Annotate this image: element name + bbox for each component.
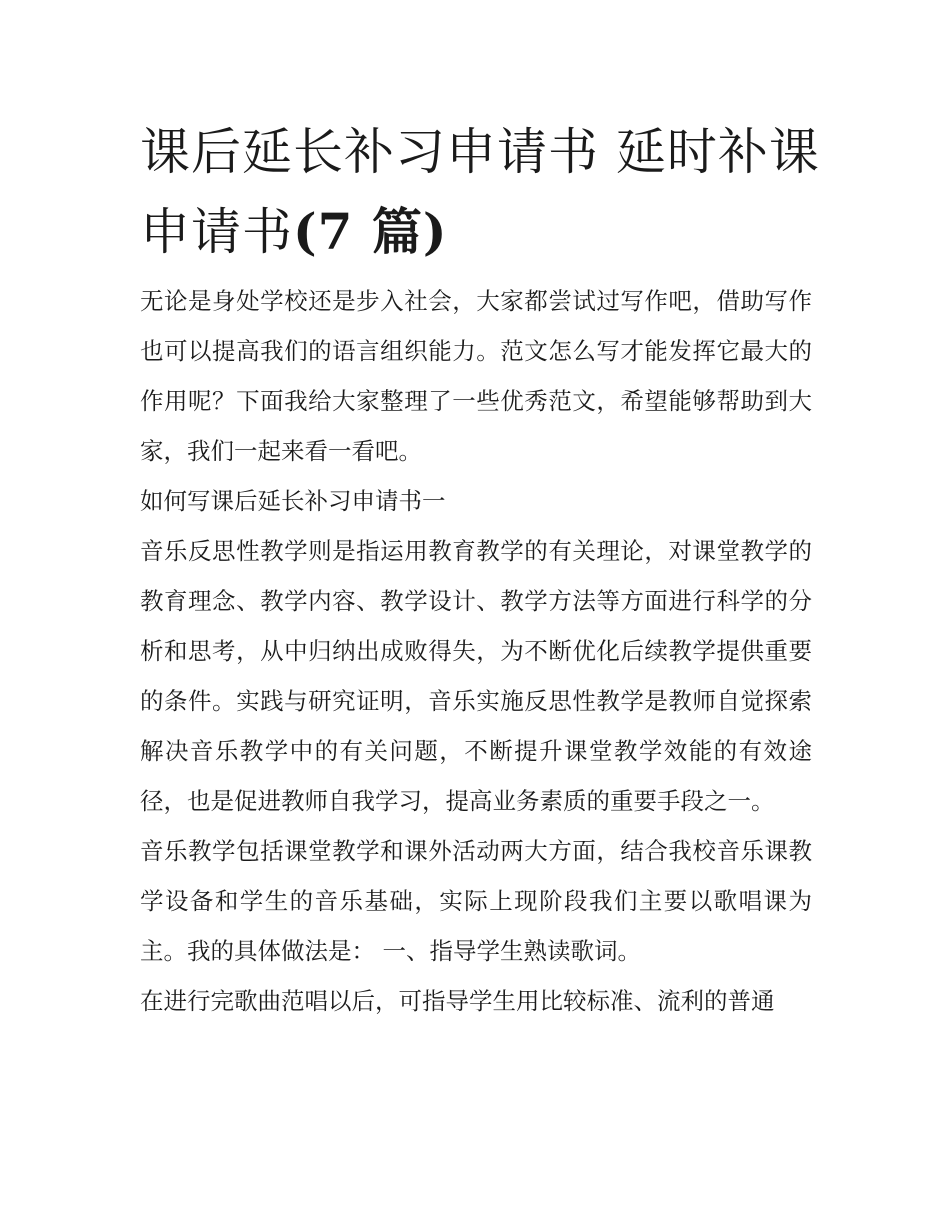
section-heading: 如何写课后延长补习申请书一 (140, 487, 446, 515)
document-body (140, 276, 812, 1026)
intro-paragraph: 无论是身处学校还是步入社会，大家都尝试过写作吧，借助写作也可以提高我们的语言组织能力。范文怎么写才能发挥它最大的作用呢？下面我给大家整理了一些优秀范文，希望能够帮助到大家，我们一起来看一看吧。 (140, 287, 812, 465)
title-count: (7 篇) (293, 202, 448, 261)
document-title (140, 112, 820, 272)
body-paragraph: 音乐教学包括课堂教学和课外活动两大方面，结合我校音乐课教学设备和学生的音乐基础，实际上现阶段我们主要以歌唱课为主。我的具体做法是： 一、指导学生熟读歌词。 (140, 837, 812, 965)
body-paragraph: 音乐反思性教学则是指运用教育教学的有关理论，对课堂教学的教育理念、教学内容、教学设计、教学方法等方面进行科学的分析和思考，从中归纳出成败得失，为不断优化后续教学提供重要的条件。实践与研究证明，音乐实施反思性教学是教师自觉探索解决音乐教学中的有关问题，不断提升课堂教学效能的有效途径，也是促进教师自我学习，提高业务素质的重要手段之一。 (140, 537, 812, 815)
body-paragraph: 在进行完歌曲范唱以后，可指导学生用比较标准、流利的普通 (140, 987, 775, 1015)
title-main: 课后延长补习申请书 延时补课申请书 (140, 123, 820, 261)
